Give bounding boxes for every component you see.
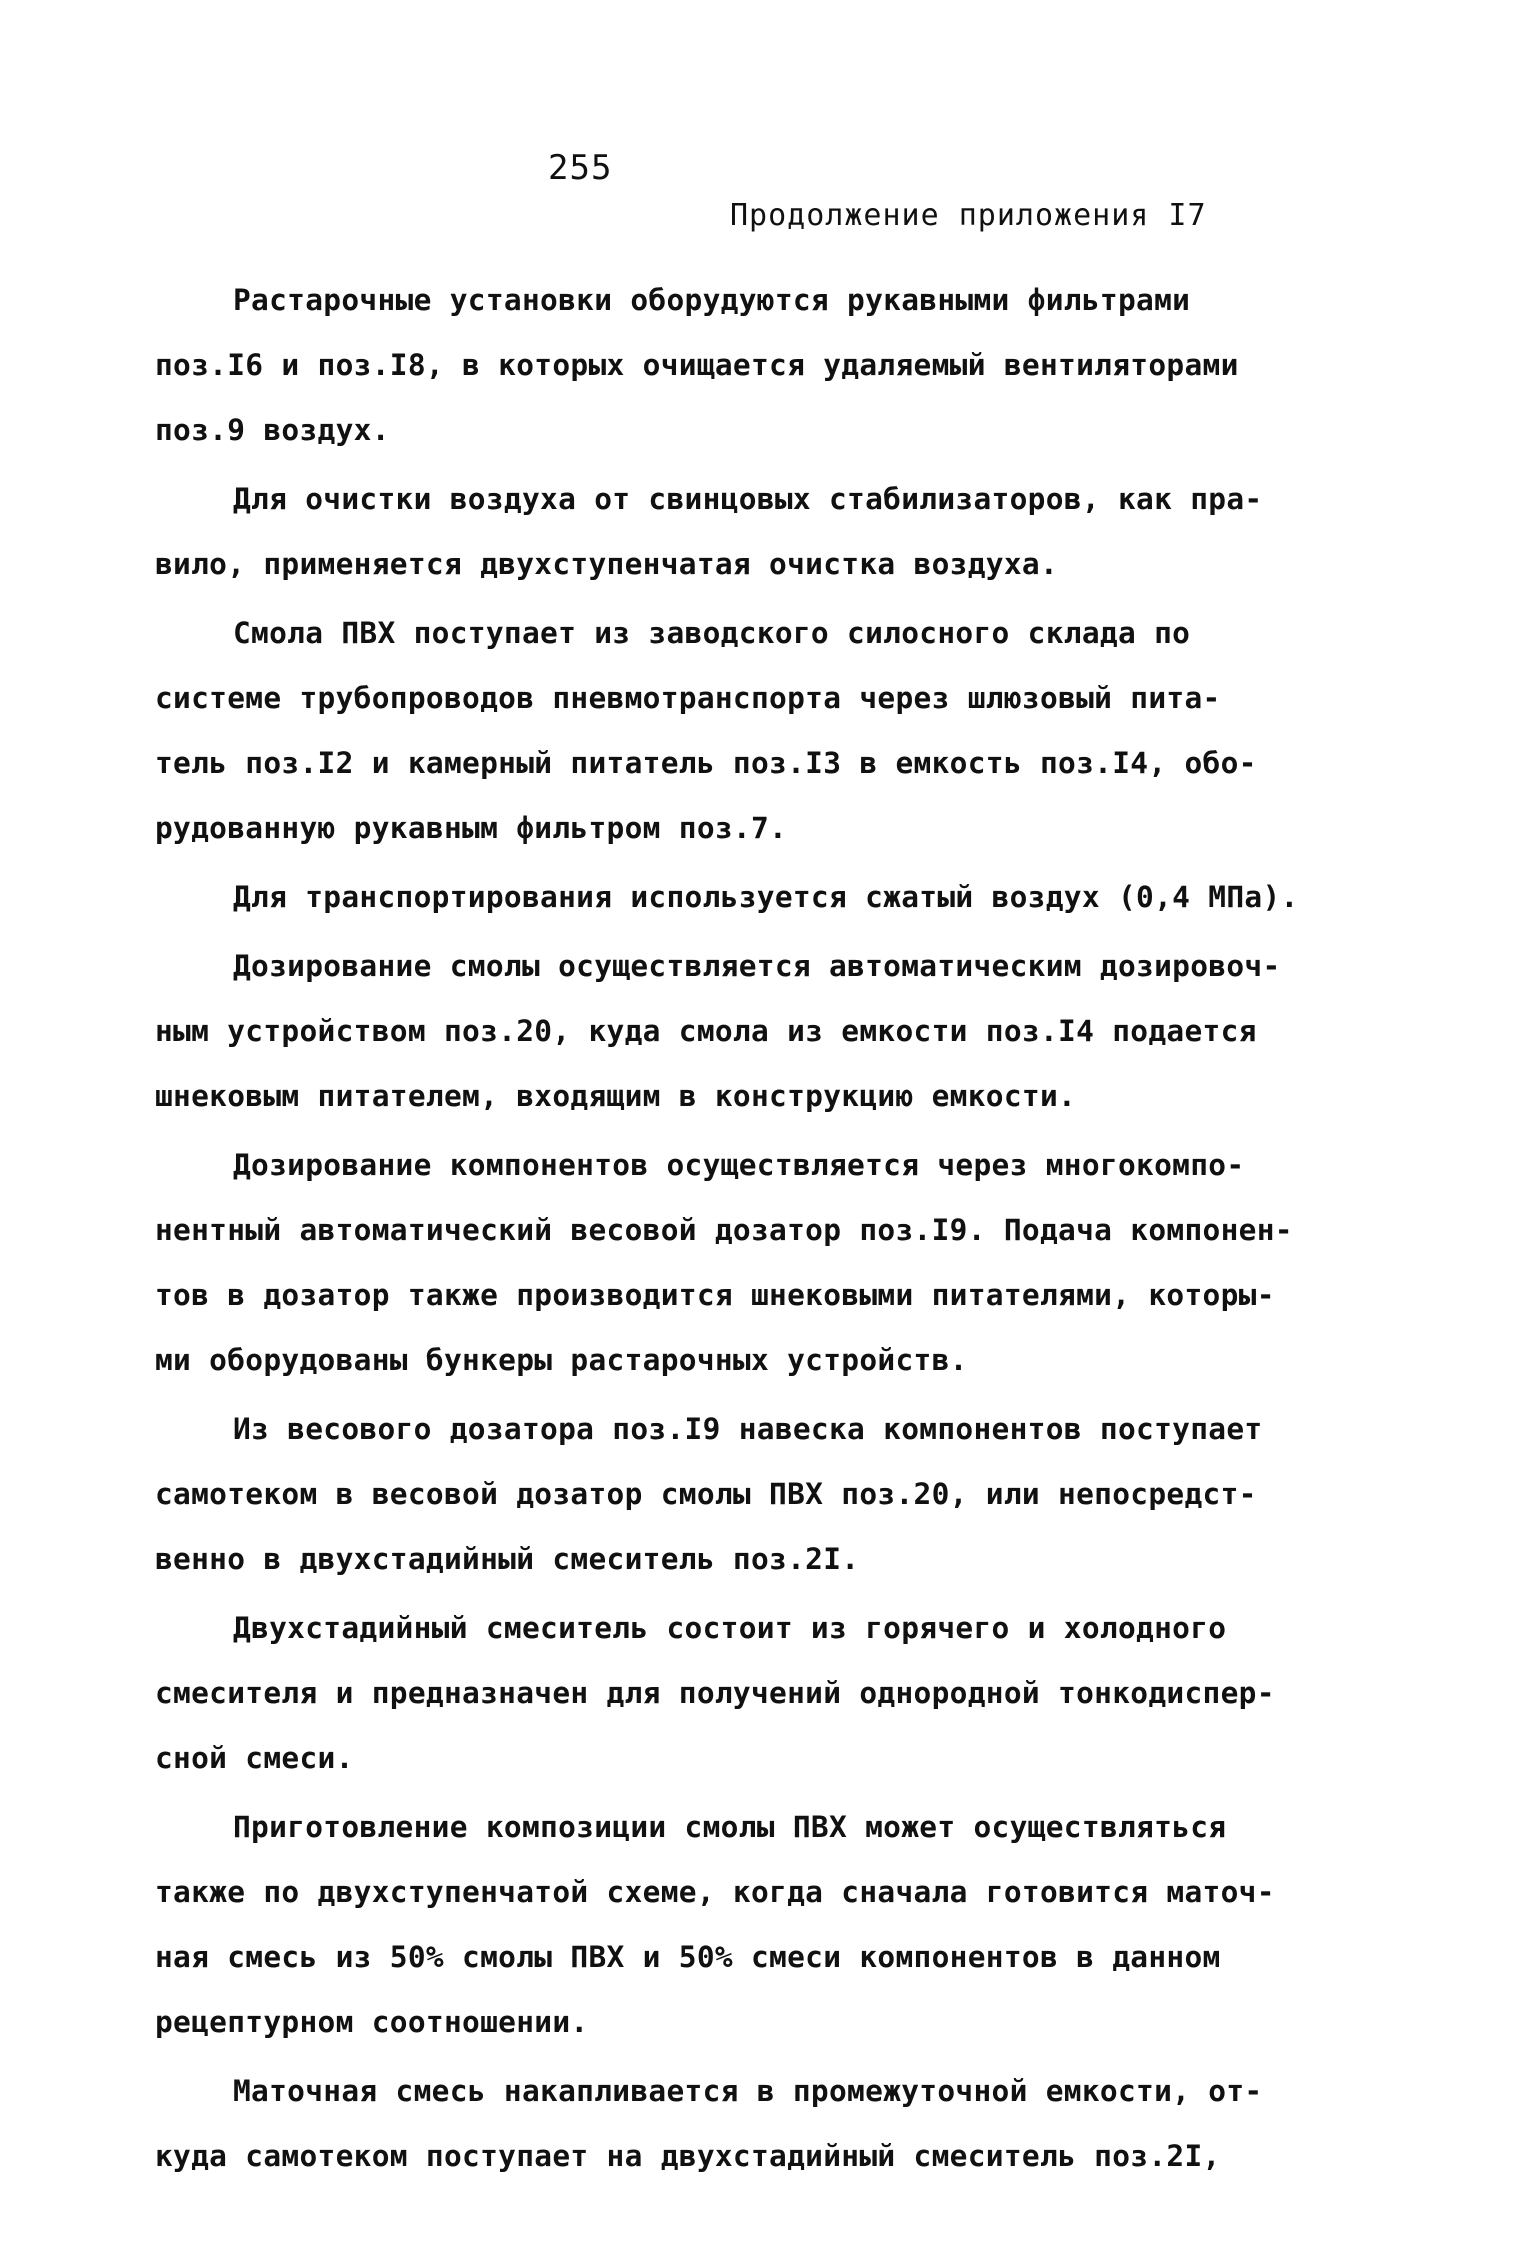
text-line: Маточная смесь накапливается в промежуточной емкости, от- xyxy=(233,2074,1263,2108)
text-line: Из весового дозатора поз.I9 навеска компонентов поступает xyxy=(233,1412,1263,1446)
paragraph xyxy=(155,1133,1390,1393)
text-line: сной смеси. xyxy=(155,1741,354,1775)
text-line: венно в двухстадийный смеситель поз.2I. xyxy=(155,1542,860,1576)
paragraph xyxy=(155,1397,1390,1592)
text-line: поз.9 воздух. xyxy=(155,413,390,447)
text-line: рецептурном соотношении. xyxy=(155,2005,589,2039)
paragraph xyxy=(155,1795,1390,2055)
paragraph xyxy=(155,934,1390,1129)
paragraph xyxy=(155,865,1390,930)
text-line: вило, применяется двухступенчатая очистка воздуха. xyxy=(155,547,1059,581)
paragraph xyxy=(155,2059,1390,2189)
page-number: 255 xyxy=(548,148,613,188)
text-line: куда самотеком поступает на двухстадийный смеситель поз.2I, xyxy=(155,2139,1221,2173)
text-line: Двухстадийный смеситель состоит из горячего и холодного xyxy=(233,1611,1227,1645)
text-line: Смола ПВХ поступает из заводского силосного склада по xyxy=(233,616,1191,650)
text-line: Дозирование компонентов осуществляется через многокомпо- xyxy=(233,1148,1245,1182)
text-line: ми оборудованы бункеры растарочных устройств. xyxy=(155,1343,968,1377)
body-text xyxy=(155,268,1390,2189)
text-line: Приготовление композиции смолы ПВХ может осуществляться xyxy=(233,1810,1227,1844)
text-line: рудованную рукавным фильтром поз.7. xyxy=(155,811,788,845)
text-line: шнековым питателем, входящим в конструкцию емкости. xyxy=(155,1079,1077,1113)
text-line: Растарочные установки оборудуются рукавными фильтрами xyxy=(233,283,1191,317)
text-line: тов в дозатор также производится шнековыми питателями, которы- xyxy=(155,1278,1275,1312)
text-line: самотеком в весовой дозатор смолы ПВХ поз.20, или непосредст- xyxy=(155,1477,1257,1511)
text-line: Для очистки воздуха от свинцовых стабилизаторов, как пра- xyxy=(233,482,1263,516)
appendix-continuation-note: Продолжение приложения I7 xyxy=(730,198,1207,233)
paragraph xyxy=(155,467,1390,597)
text-line: также по двухступенчатой схеме, когда сначала готовится маточ- xyxy=(155,1875,1275,1909)
paragraph xyxy=(155,1596,1390,1791)
text-line: нентный автоматический весовой дозатор поз.I9. Подача компонен- xyxy=(155,1213,1293,1247)
text-line: тель поз.I2 и камерный питатель поз.I3 в емкость поз.I4, обо- xyxy=(155,746,1257,780)
text-line: смесителя и предназначен для получений однородной тонкодиспер- xyxy=(155,1676,1275,1710)
text-line: ная смесь из 50% смолы ПВХ и 50% смеси компонентов в данном xyxy=(155,1940,1221,1974)
paragraph xyxy=(155,601,1390,861)
paragraph xyxy=(155,268,1390,463)
text-line: ным устройством поз.20, куда смола из емкости поз.I4 подается xyxy=(155,1014,1257,1048)
text-line: Для транспортирования используется сжатый воздух (0,4 МПа). xyxy=(233,880,1299,914)
text-line: Дозирование смолы осуществляется автоматическим дозировоч- xyxy=(233,949,1281,983)
text-line: поз.I6 и поз.I8, в которых очищается удаляемый вентиляторами xyxy=(155,348,1239,382)
text-line: системе трубопроводов пневмотранспорта через шлюзовый пита- xyxy=(155,681,1221,715)
